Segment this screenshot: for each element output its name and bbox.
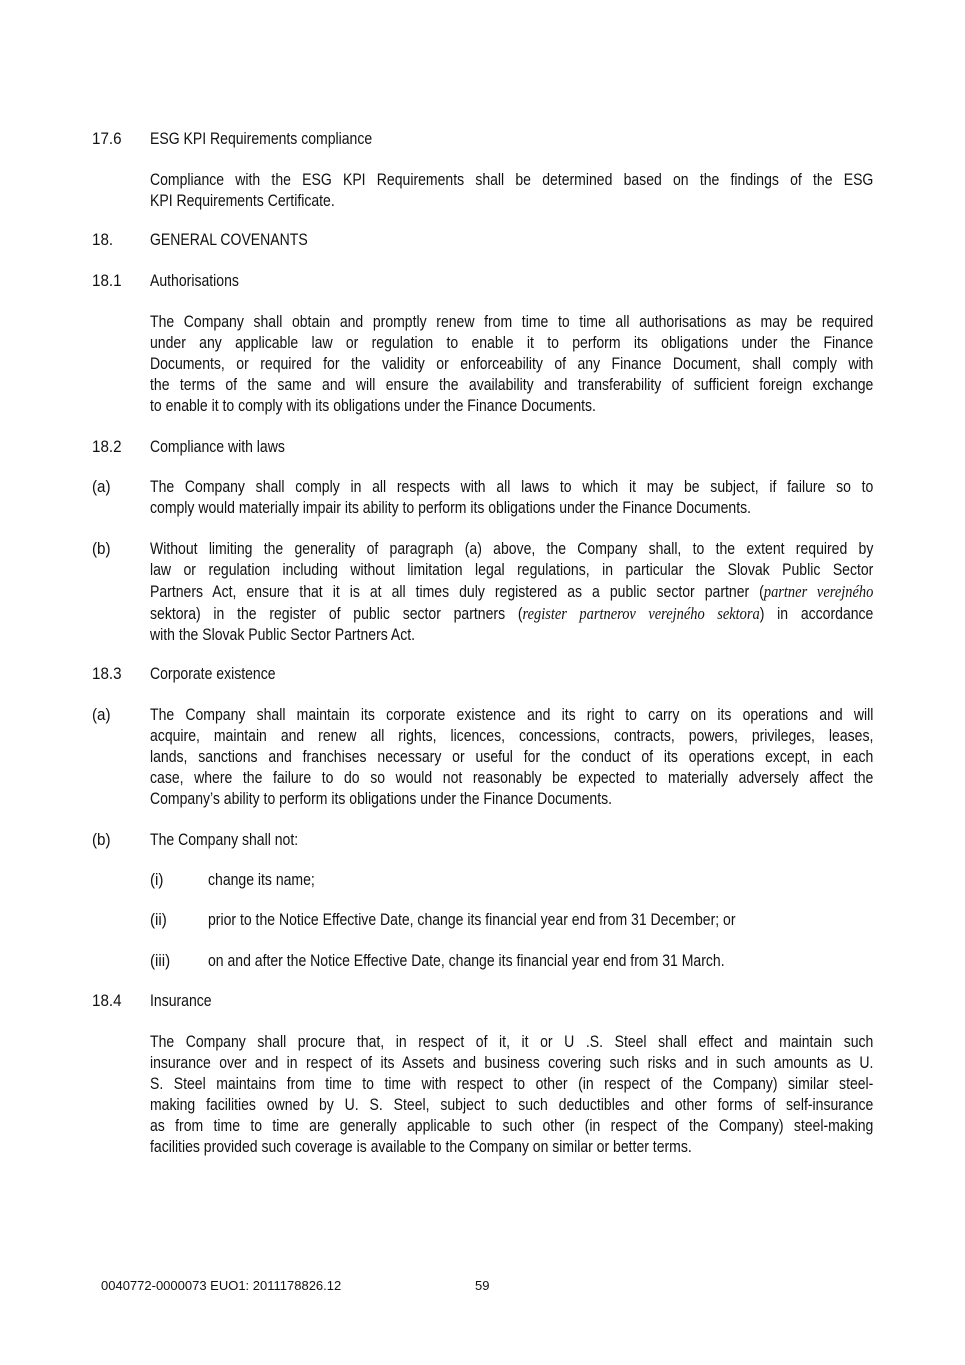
sub-item-label: (iii) bbox=[150, 952, 171, 970]
paragraph-line: with the Slovak Public Sector Partners Act. bbox=[150, 626, 416, 644]
sub-item-label: (i) bbox=[150, 871, 164, 889]
paragraph-line: The Company shall comply in all respects with all laws to which it may be subject, if failure so to bbox=[150, 478, 874, 496]
paragraph-line: comply would materially impair its ability to perform its obligations under the Finance Documents. bbox=[150, 499, 752, 517]
section-number: 18.4 bbox=[92, 992, 122, 1010]
paragraph-label: (b) bbox=[92, 540, 111, 558]
paragraph-line: The Company shall maintain its corporate existence and its right to carry on its operations and will bbox=[150, 706, 874, 724]
paragraph-label: (b) bbox=[92, 831, 111, 849]
sub-item-text: on and after the Notice Effective Date, change its financial year end from 31 March. bbox=[208, 952, 725, 970]
italic-term: register partnerov verejného sektora bbox=[522, 604, 760, 623]
section-title: Compliance with laws bbox=[150, 438, 285, 456]
italic-term: partner verejného bbox=[763, 582, 874, 601]
paragraph-line: The Company shall obtain and promptly renew from time to time all authorisations as may be required bbox=[150, 313, 874, 331]
paragraph-line: making facilities owned by U. S. Steel, subject to such deductibles and other forms of self-insurance bbox=[150, 1096, 874, 1114]
text-run: sektora) in the register of public sector partners ( bbox=[150, 605, 523, 623]
section-title: ESG KPI Requirements compliance bbox=[150, 130, 373, 148]
paragraph-line bbox=[150, 603, 873, 625]
paragraph-line: Documents, or required for the validity or enforceability of any Finance Document, shall comply with bbox=[150, 355, 874, 373]
paragraph-line: Company’s ability to perform its obligations under the Finance Documents. bbox=[150, 790, 613, 808]
paragraph-line: facilities provided such coverage is available to the Company on similar or better terms. bbox=[150, 1138, 692, 1156]
paragraph-line: Without limiting the generality of paragraph (a) above, the Company shall, to the extent required by bbox=[150, 540, 874, 558]
paragraph-line: to enable it to comply with its obligations under the Finance Documents. bbox=[150, 397, 596, 415]
section-number: 18.1 bbox=[92, 272, 122, 290]
sub-item-label: (ii) bbox=[150, 911, 167, 929]
paragraph-line: KPI Requirements Certificate. bbox=[150, 192, 335, 210]
section-title: Corporate existence bbox=[150, 665, 276, 683]
paragraph-line: the terms of the same and will ensure the availability and transferability of sufficient foreign exchange bbox=[150, 376, 874, 394]
section-title: GENERAL COVENANTS bbox=[150, 231, 308, 249]
section-title: Authorisations bbox=[150, 272, 239, 290]
paragraph-label: (a) bbox=[92, 478, 111, 496]
sub-item-text: change its name; bbox=[208, 871, 315, 889]
section-number: 18. bbox=[92, 231, 114, 249]
text-run: Partners Act, ensure that it is at all times duly registered as a public sector partner ( bbox=[150, 583, 764, 601]
footer-document-reference: 0040772-0000073 EUO1: 2011178826.12 bbox=[101, 1278, 342, 1293]
paragraph-line: law or regulation including without limitation legal regulations, in particular the Slovak Public Sector bbox=[150, 561, 874, 579]
paragraph-line: acquire, maintain and renew all rights, licences, concessions, contracts, powers, privileges, leases, bbox=[150, 727, 874, 745]
paragraph-line: S. Steel maintains from time to time with respect to other (in respect of the Company) similar steel- bbox=[150, 1075, 874, 1093]
paragraph-label: (a) bbox=[92, 706, 111, 724]
paragraph-line: lands, sanctions and franchises necessary or useful for the conduct of its operations except, in each bbox=[150, 748, 874, 766]
sub-item-text: prior to the Notice Effective Date, change its financial year end from 31 December; or bbox=[208, 911, 736, 929]
paragraph-line: Compliance with the ESG KPI Requirements shall be determined based on the findings of the ESG bbox=[150, 171, 874, 189]
section-title: Insurance bbox=[150, 992, 212, 1010]
text-run: ) in accordance bbox=[759, 605, 874, 623]
section-number: 18.2 bbox=[92, 438, 122, 456]
paragraph-line: The Company shall procure that, in respect of it, it or U .S. Steel shall effect and maintain such bbox=[150, 1033, 874, 1051]
paragraph-line bbox=[150, 581, 873, 603]
paragraph-line: as from time to time are generally applicable to such other (in respect of the Company) steel-making bbox=[150, 1117, 874, 1135]
page-number: 59 bbox=[475, 1278, 490, 1293]
section-number: 18.3 bbox=[92, 665, 122, 683]
paragraph-line: under any applicable law or regulation to enable it to perform its obligations under the Finance bbox=[150, 334, 874, 352]
section-number: 17.6 bbox=[92, 130, 122, 148]
paragraph-text: The Company shall not: bbox=[150, 831, 299, 849]
paragraph-line: insurance over and in respect of its Assets and business covering such risks and in such amounts as U. bbox=[150, 1054, 874, 1072]
paragraph-line: case, where the failure to do so would not reasonably be expected to materially adversely affect the bbox=[150, 769, 874, 787]
